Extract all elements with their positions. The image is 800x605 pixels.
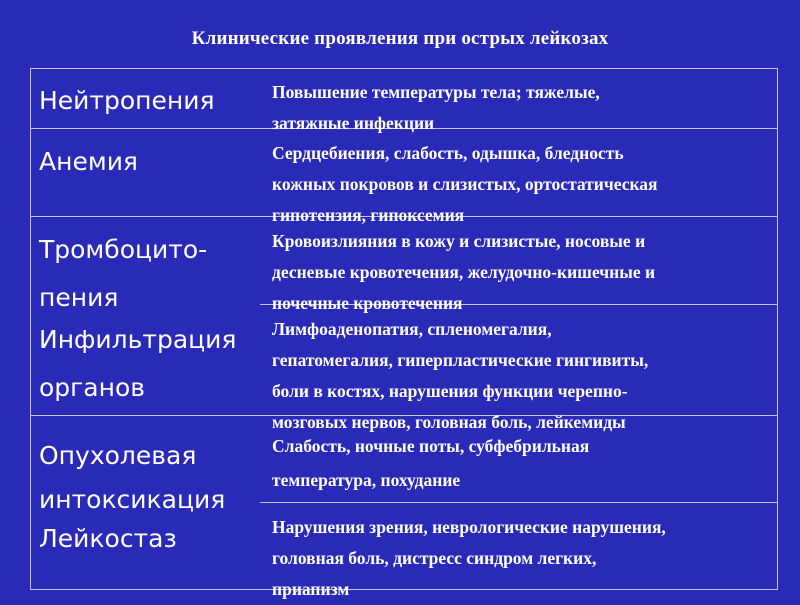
row-label-line: органов bbox=[39, 373, 145, 402]
row-label-line: Инфильтрация bbox=[39, 325, 237, 354]
description-line: Сердцебиения, слабость, одышка, бледность bbox=[272, 143, 624, 163]
description-line: мозговых нервов, головная боль, лейкемиды bbox=[272, 412, 626, 432]
table-row-description bbox=[272, 77, 782, 139]
table-row-description bbox=[272, 512, 782, 605]
row-label-line: пения bbox=[39, 283, 119, 312]
description-line: Повышение температуры тела; тяжелые, bbox=[272, 82, 600, 102]
page-title: Клинические проявления при острых лейкозах bbox=[191, 28, 609, 49]
row-label-line: Опухолевая bbox=[39, 441, 197, 470]
description-line: головная боль, дистресс синдром легких, bbox=[272, 548, 597, 568]
description-line: Лимфоаденопатия, спленомегалия, bbox=[272, 319, 552, 339]
row-label-line: Лейкостаз bbox=[39, 524, 177, 553]
table-row-label bbox=[39, 141, 138, 182]
row-label-line: Анемия bbox=[39, 147, 138, 176]
table-row-label bbox=[39, 434, 225, 522]
row-label-line: Тромбоцито- bbox=[39, 235, 208, 264]
table-row-label bbox=[39, 226, 207, 322]
description-line: Нарушения зрения, неврологические нарушения, bbox=[272, 517, 666, 537]
description-line: гипотензия, гипоксемия bbox=[272, 205, 465, 225]
table-border-left bbox=[30, 68, 31, 590]
description-line: температура, похудание bbox=[272, 470, 461, 490]
table-row-label bbox=[39, 316, 236, 412]
description-line: десневые кровотечения, желудочно-кишечные и bbox=[272, 262, 656, 282]
description-line: почечные кровотечения bbox=[272, 293, 463, 313]
table-row-description bbox=[272, 429, 782, 497]
description-line: боли в костях, нарушения функции черепно- bbox=[272, 381, 628, 401]
description-line: гепатомегалия, гиперпластические гингивиты, bbox=[272, 350, 649, 370]
table-row-description bbox=[272, 138, 782, 231]
table-row-description bbox=[272, 314, 782, 438]
table-row-label bbox=[39, 518, 177, 559]
row-label-line: Нейтропения bbox=[39, 86, 215, 115]
description-line: кожных покровов и слизистых, ортостатическая bbox=[272, 174, 658, 194]
description-line: Кровоизлияния в кожу и слизистые, носовые и bbox=[272, 231, 646, 251]
description-line: Слабость, ночные поты, субфебрильная bbox=[272, 436, 590, 456]
description-line: затяжные инфекции bbox=[272, 113, 435, 133]
table-border-top bbox=[30, 68, 778, 69]
row-label-line: интоксикация bbox=[39, 485, 226, 514]
table-row-description bbox=[272, 226, 782, 319]
table-row-divider bbox=[260, 502, 778, 503]
table-row-label bbox=[39, 80, 215, 121]
description-line: приапизм bbox=[272, 579, 350, 599]
